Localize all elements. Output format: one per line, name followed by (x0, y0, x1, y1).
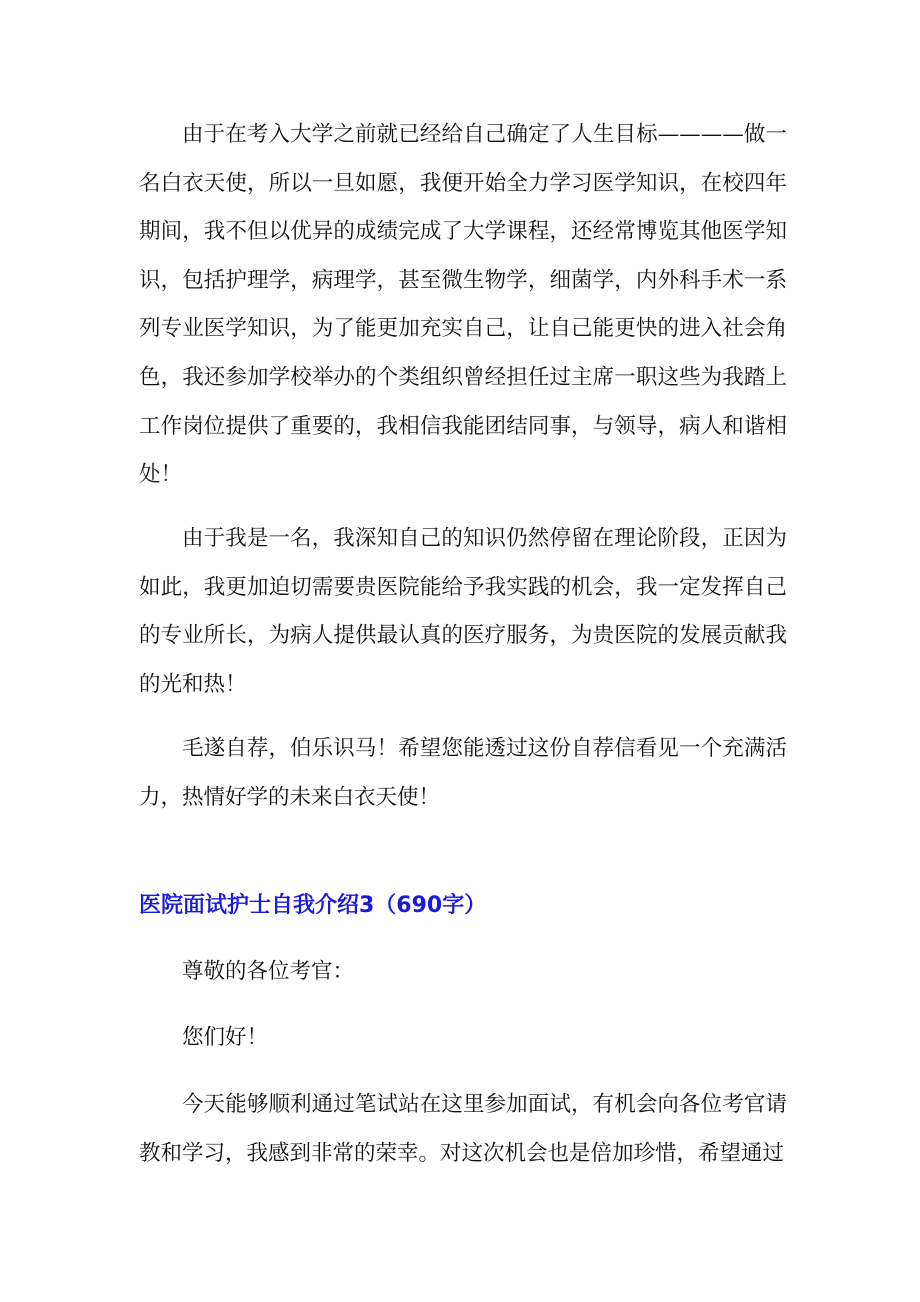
paragraph-practice-opportunity: 由于我是一名，我深知自己的知识仍然停留在理论阶段，正因为如此，我更加迫切需要贵医院能给予我实践的机会，我一定发挥自己的专业所长，为病人提供最认真的医疗服务，为贵医院的发展贡献我的光和热！ (139, 526, 787, 697)
paragraph-greeting: 您们好！ (182, 1025, 269, 1050)
paragraph-self-recommendation: 毛遂自荐，伯乐识马！希望您能透过这份自荐信看见一个充满活力，热情好学的未来白衣天使！ (139, 736, 787, 810)
section-heading: 医院面试护士自我介绍3（690字） (139, 893, 487, 918)
paragraph-salutation: 尊敬的各位考官： (182, 959, 355, 984)
paragraph-introduction: 今天能够顺利通过笔试站在这里参加面试，有机会向各位考官请教和学习，我感到非常的荣幸。对这次机会也是倍加珍惜，希望通过 (139, 1092, 787, 1166)
paragraph-life-goal: 由于在考入大学之前就已经给自己确定了人生目标————做一名白衣天使，所以一旦如愿，我便开始全力学习医学知识，在校四年期间，我不但以优异的成绩完成了大学课程，还经常博览其他医学知识，包括护理学，病理学，甚至微生物学，细菌学，内外科手术一系列专业医学知识，为了能更加充实自己，让自己能更快的进入社会角色，我还参加学校举办的个类组织曾经担任过主席一职这些为我踏上工作岗位提供了重要的，我相信我能团结同事，与领导，病人和谐相处！ (139, 122, 787, 488)
